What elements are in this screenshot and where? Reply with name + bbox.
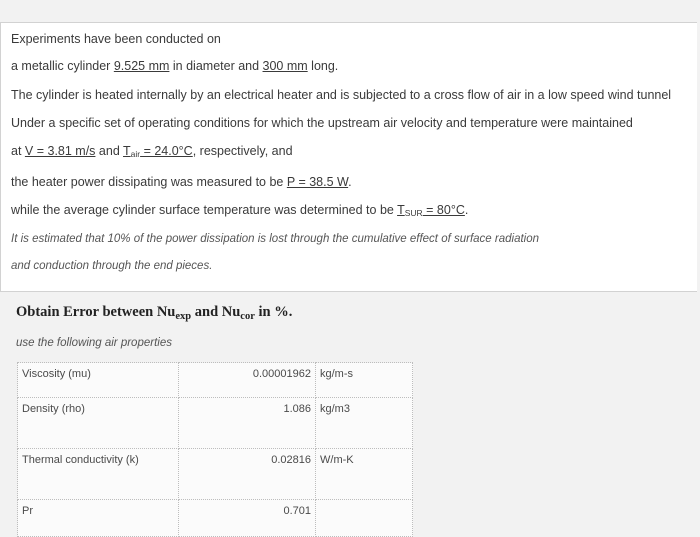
table-row — [18, 449, 413, 500]
property-name: Thermal conductivity (k) — [18, 449, 179, 500]
velocity-value: V = 3.81 m/s — [24, 144, 96, 158]
intro-line-2: a metallic cylinder 9.525 mm in diameter and 300 mm long. — [11, 59, 339, 73]
property-value: 0.701 — [179, 500, 316, 537]
intro-line-4: Under a specific set of operating conditions for which the upstream air velocity and temperature were maintained — [11, 116, 633, 130]
intro-line-1: Experiments have been conducted on — [11, 32, 221, 46]
diameter-value: 9.525 mm — [113, 59, 170, 73]
problem-question: Obtain Error between $Nu_{exp}$ and $Nu_{cor}$ in %. — [16, 304, 293, 322]
properties-label: use the following air properties — [16, 337, 172, 349]
intro-line-3: The cylinder is heated internally by an electrical heater and is subjected to a cross flow of air in a low speed wind tunnel — [11, 88, 672, 102]
table-row — [18, 500, 413, 537]
property-unit — [316, 500, 413, 537]
table-row — [18, 363, 413, 398]
property-unit: W/m-K — [316, 449, 413, 500]
note-line-1: It is estimated that 10% of the power dissipation is lost through the cumulative effect of surface radiation — [11, 233, 540, 245]
intro-line-5: at V = 3.81 m/s and $T_{air} = 24.0^\circ C$, respectively, and — [11, 144, 293, 159]
property-value: 0.02816 — [179, 449, 316, 500]
property-name: Viscosity (mu) — [18, 363, 179, 398]
intro-line-6: the heater power dissipating was measured to be P = 38.5 W. — [11, 175, 352, 189]
note-line-2: and conduction through the end pieces. — [11, 260, 213, 272]
air-properties-table — [17, 362, 413, 537]
table-row — [18, 398, 413, 449]
property-unit: kg/m3 — [316, 398, 413, 449]
property-name: Density (rho) — [18, 398, 179, 449]
property-unit: kg/m-s — [316, 363, 413, 398]
property-value: 1.086 — [179, 398, 316, 449]
air-temperature-value: $T_{air} = 24.0^\circ C$ — [123, 144, 193, 159]
power-value: P = 38.5 W — [286, 175, 349, 189]
property-value: 0.00001962 — [179, 363, 316, 398]
length-value: 300 mm — [262, 59, 308, 73]
property-name: Pr — [18, 500, 179, 537]
intro-line-7: while the average cylinder surface temperature was determined to be $T_{SUR} = 80^\circ C$. — [11, 203, 469, 218]
surface-temperature-value: $T_{SUR} = 80^\circ C$ — [397, 203, 465, 218]
